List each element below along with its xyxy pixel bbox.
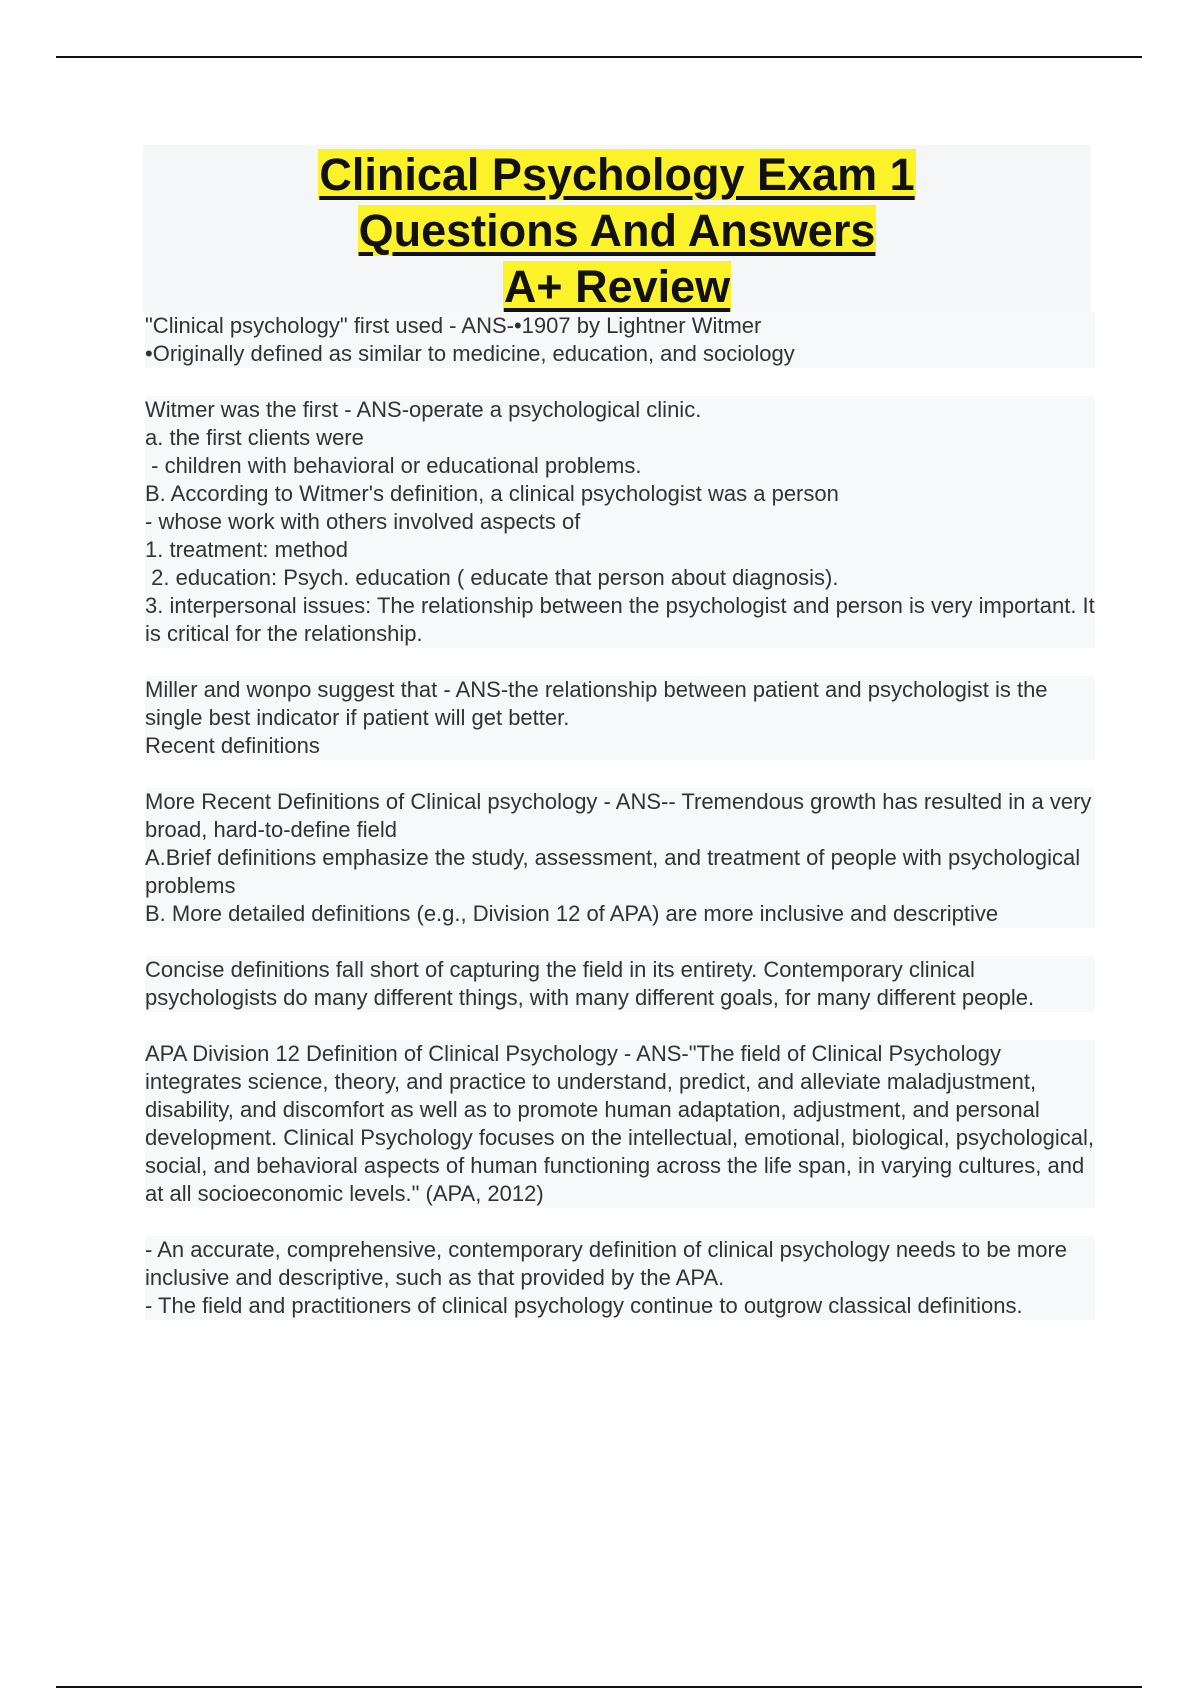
text-line: - children with behavioral or educational problems. xyxy=(145,453,642,478)
document-body xyxy=(145,312,1101,1348)
text-line: - whose work with others involved aspects of xyxy=(145,509,581,534)
qa-block xyxy=(145,788,1098,928)
text-line: 2. education: Psych. education ( educate that person about diagnosis). xyxy=(145,565,839,590)
text-line: Miller and wonpo suggest that - ANS-the relationship between patient and psychologist is the single best indicator if patient will get better. xyxy=(145,677,1054,730)
text-line: Recent definitions xyxy=(145,733,320,758)
text-line: "Clinical psychology" first used - ANS-•1907 by Lightner Witmer xyxy=(145,313,762,338)
top-rule xyxy=(56,56,1142,58)
text-line: 1. treatment: method xyxy=(145,537,348,562)
bottom-rule xyxy=(56,1686,1142,1688)
qa-block xyxy=(145,1040,1101,1208)
title-line: A+ Review xyxy=(503,261,731,312)
text-line: A.Brief definitions emphasize the study, assessment, and treatment of people with psychological problems xyxy=(145,845,1087,898)
text-line: APA Division 12 Definition of Clinical Psychology - ANS-"The field of Clinical Psychology integrates science, theory, and practice to understand, predict, and alleviate maladjustment, disability, and discomfort as well as to promote human adaptation, adjustment, and personal development. Clinical Psychology focuses on the intellectual, emotional, biological, psychological, social, and behavioral aspects of human functioning across the life span, in varying cultures, and at all socioeconomic levels." (APA, 2012) xyxy=(145,1041,1101,1206)
title-line: Questions And Answers xyxy=(358,205,876,256)
text-line: B. More detailed definitions (e.g., Division 12 of APA) are more inclusive and descriptive xyxy=(145,901,999,926)
text-line: Concise definitions fall short of capturing the field in its entirety. Contemporary clinical psychologists do many different things, with many different goals, for many different people. xyxy=(145,957,1035,1010)
paragraph-block xyxy=(145,956,1095,1012)
text-line: 3. interpersonal issues: The relationship between the psychologist and person is very important. It is critical for the relationship. xyxy=(145,593,1101,646)
text-line: Witmer was the first - ANS-operate a psychological clinic. xyxy=(145,397,702,422)
text-line: More Recent Definitions of Clinical psychology - ANS-- Tremendous growth has resulted in a very broad, hard-to-define field xyxy=(145,789,1098,842)
qa-block xyxy=(145,676,1095,760)
text-line: a. the first clients were xyxy=(145,425,364,450)
qa-block xyxy=(145,312,1095,368)
text-line: - The field and practitioners of clinical psychology continue to outgrow classical definitions. xyxy=(145,1293,1023,1318)
text-line: B. According to Witmer's definition, a clinical psychologist was a person xyxy=(145,481,839,506)
paragraph-block xyxy=(145,1236,1095,1320)
qa-block xyxy=(145,396,1101,648)
title-line: Clinical Psychology Exam 1 xyxy=(319,149,915,200)
text-line: - An accurate, comprehensive, contemporary definition of clinical psychology needs to be more inclusive and descriptive, such as that provided by the APA. xyxy=(145,1237,1074,1290)
document-title xyxy=(143,147,1091,315)
text-line: •Originally defined as similar to medicine, education, and sociology xyxy=(145,341,795,366)
